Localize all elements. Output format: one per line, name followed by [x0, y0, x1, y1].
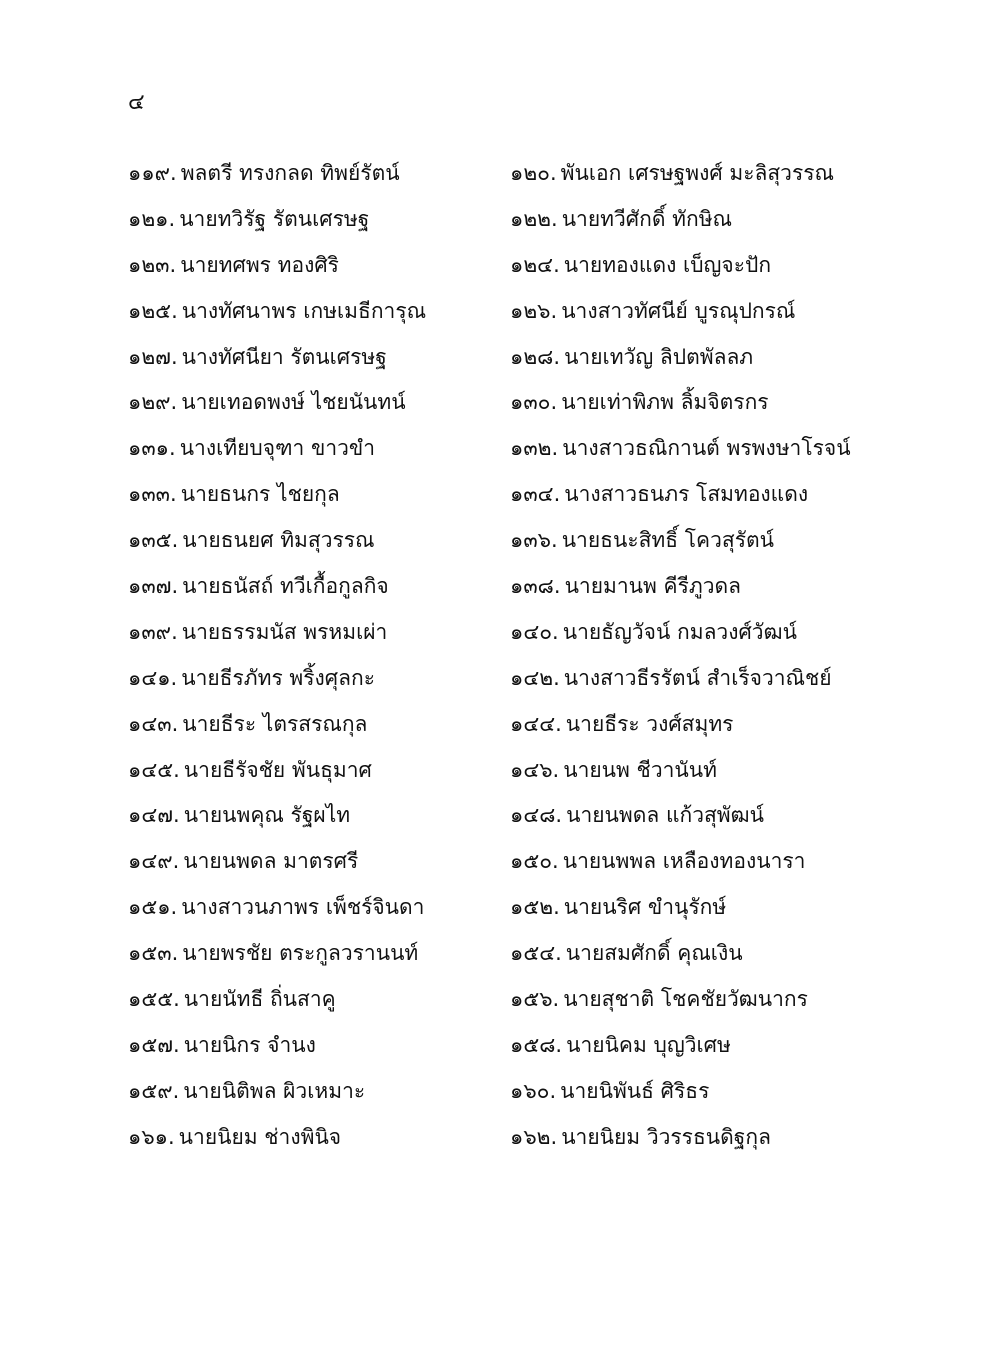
- entry-name: นายเทอดพงษ์ ไชยนันทน์: [181, 390, 406, 415]
- entry-number: ๑๒๔.: [510, 252, 560, 277]
- entry-name: นายนัทธี ถิ่นสาคู: [183, 987, 336, 1012]
- list-item: [128, 294, 510, 340]
- list-item: [510, 1120, 908, 1166]
- list-item: [510, 661, 908, 707]
- list-item: [510, 385, 908, 431]
- list-item: [510, 202, 908, 248]
- entry-name: นายธรรมนัส พรหมเผ่า: [181, 619, 388, 644]
- list-item: [510, 431, 908, 477]
- list-item: [128, 248, 510, 294]
- entry-name: นายธนยศ ทิมสุวรรณ: [182, 528, 375, 553]
- entry-name: นายนิคม บุญวิเศษ: [566, 1032, 731, 1057]
- list-item: [510, 156, 908, 202]
- entry-name: นางทัศนียา รัตนเศรษฐ: [181, 344, 387, 369]
- list-item: [510, 294, 908, 340]
- entry-number: ๑๕๓.: [128, 941, 179, 966]
- list-item: [128, 707, 510, 753]
- entry-number: ๑๒๐.: [510, 161, 557, 185]
- list-item: [510, 615, 908, 661]
- entry-number: ๑๔๘.: [510, 803, 563, 828]
- entry-number: ๑๖๑.: [128, 1124, 175, 1149]
- list-item: [128, 661, 510, 707]
- entry-name: นายเท่าพิภพ ลิ้มจิตรกร: [561, 390, 769, 415]
- list-item: [510, 982, 908, 1028]
- entry-number: ๑๒๓.: [128, 252, 177, 277]
- list-item: [128, 936, 510, 982]
- entry-name: นายเทวัญ ลิปตพัลลภ: [564, 344, 754, 369]
- list-item: [510, 753, 908, 799]
- entry-number: ๑๕๗.: [128, 1032, 180, 1057]
- entry-name: นายธัญวัจน์ กมลวงศ์วัฒน์: [562, 619, 797, 644]
- entry-name: นายนริศ ขำนุรักษ์: [563, 895, 727, 920]
- entry-name: นายธีระ ไตรสรณกุล: [182, 711, 368, 736]
- entry-number: ๑๖๒.: [510, 1124, 558, 1149]
- list-item: [128, 844, 510, 890]
- entry-number: ๑๔๒.: [510, 665, 560, 690]
- list-item: [510, 569, 908, 615]
- entry-number: ๑๒๑.: [128, 206, 176, 231]
- entry-number: ๑๒๘.: [510, 344, 561, 369]
- entry-number: ๑๓๒.: [510, 436, 559, 461]
- entry-number: ๑๕๑.: [128, 895, 178, 920]
- list-item: [510, 707, 908, 753]
- entry-number: ๑๑๙.: [128, 161, 177, 185]
- entry-number: ๑๓๖.: [510, 528, 558, 553]
- entry-number: ๑๒๖.: [510, 298, 558, 323]
- list-item: [510, 1028, 908, 1074]
- entry-number: ๑๔๑.: [128, 665, 178, 690]
- entry-name: นายทวิรัฐ รัตนเศรษฐ: [179, 206, 370, 231]
- entry-number: ๑๒๙.: [128, 390, 178, 415]
- entry-name: นายทวีศักดิ์ ทักษิณ: [561, 206, 733, 231]
- entry-name: นางสาวธณิกานต์ พรพงษาโรจน์: [562, 436, 851, 461]
- entry-name: นางเทียบจุฑา ขาวขำ: [179, 436, 376, 461]
- entry-name: นายธนกร ไชยกุล: [180, 482, 340, 507]
- list-item: [510, 1074, 908, 1120]
- entry-name: นายนิยม ช่างพินิจ: [178, 1124, 342, 1149]
- list-item: [128, 477, 510, 523]
- list-item: [128, 385, 510, 431]
- entry-number: ๑๓๘.: [510, 574, 561, 599]
- entry-name: นางสาวทัศนีย์ บูรณุปกรณ์: [561, 298, 796, 323]
- list-item: [510, 477, 908, 523]
- entry-number: ๑๓๐.: [510, 390, 558, 415]
- entry-name: นายนิยม วิวรรธนดิฐกุล: [561, 1124, 771, 1149]
- entry-number: ๑๒๒.: [510, 206, 558, 231]
- list-item: [510, 844, 908, 890]
- list-item: [510, 890, 908, 936]
- entry-name: นายนิติพล ผิวเหมาะ: [183, 1078, 366, 1103]
- list-item: [510, 523, 908, 569]
- entry-number: ๑๓๑.: [128, 436, 176, 461]
- entry-number: ๑๔๖.: [510, 757, 560, 782]
- list-item: [128, 202, 510, 248]
- list-item: [128, 523, 510, 569]
- list-item: [128, 615, 510, 661]
- entry-number: ๑๕๒.: [510, 895, 560, 920]
- list-item: [510, 248, 908, 294]
- entry-number: ๑๔๔.: [510, 711, 562, 736]
- entry-name: นางสาวธีรรัตน์ สำเร็จวาณิชย์: [563, 665, 832, 690]
- entry-number: ๑๕๙.: [128, 1078, 180, 1103]
- list-item: [128, 1028, 510, 1074]
- entry-name: นายนพคุณ รัฐผไท: [183, 803, 351, 828]
- entry-number: ๑๕๐.: [510, 849, 559, 874]
- entry-name: นางทัศนาพร เกษเมธีการุณ: [181, 298, 427, 323]
- list-item: [510, 798, 908, 844]
- entry-number: ๑๔๙.: [128, 849, 180, 874]
- entry-number: ๑๓๙.: [128, 619, 178, 644]
- name-list: [128, 156, 908, 1166]
- entry-name: นายธีรภัทร พริ้งศุลกะ: [181, 665, 375, 690]
- entry-name: พลตรี ทรงกลด ทิพย์รัตน์: [180, 161, 400, 185]
- entry-number: ๑๒๗.: [128, 344, 178, 369]
- list-item: [128, 798, 510, 844]
- entry-number: ๑๕๕.: [128, 987, 180, 1012]
- entry-name: นายนพดล มาตรศรี: [183, 849, 359, 874]
- list-item: [128, 982, 510, 1028]
- entry-number: ๑๕๔.: [510, 941, 562, 966]
- entry-name: นายนพพล เหลืองทองนารา: [562, 849, 806, 874]
- entry-number: ๑๒๕.: [128, 298, 178, 323]
- entry-name: นางสาวธนภร โสมทองแดง: [564, 482, 809, 507]
- entry-number: ๑๔๓.: [128, 711, 179, 736]
- list-item: [128, 156, 510, 202]
- entry-number: ๑๔๕.: [128, 757, 180, 782]
- entry-name: นายธนัสถ์ ทวีเกื้อกูลกิจ: [182, 574, 389, 599]
- entry-name: นายนิพันธ์ ศิริธร: [560, 1078, 710, 1103]
- entry-number: ๑๖๐.: [510, 1078, 557, 1103]
- entry-name: นายทองแดง เบ็ญจะปัก: [563, 252, 772, 277]
- entry-name: นายธีรัจชัย พันธุมาศ: [183, 757, 372, 782]
- entry-name: นายทศพร ทองศิริ: [180, 252, 339, 277]
- entry-name: นายมานพ คีรีภูวดล: [564, 574, 741, 599]
- list-item: [128, 753, 510, 799]
- list-item: [128, 1074, 510, 1120]
- entry-number: ๑๔๗.: [128, 803, 180, 828]
- entry-name: นางสาวนภาพร เพ็ชร์จินดา: [181, 895, 425, 920]
- entry-number: ๑๓๔.: [510, 482, 561, 507]
- entry-name: นายนิกร จำนง: [183, 1032, 316, 1057]
- list-item: [128, 340, 510, 386]
- page-number: ๔: [128, 90, 145, 115]
- entry-name: นายธนะสิทธิ์ โควสุรัตน์: [561, 528, 774, 553]
- list-item: [510, 340, 908, 386]
- entry-name: พันเอก เศรษฐพงศ์ มะลิสุวรรณ: [560, 161, 835, 185]
- list-item: [128, 890, 510, 936]
- entry-number: ๑๓๕.: [128, 528, 179, 553]
- entry-number: ๑๓๓.: [128, 482, 177, 507]
- list-item: [128, 569, 510, 615]
- list-item: [510, 936, 908, 982]
- entry-number: ๑๔๐.: [510, 619, 559, 644]
- entry-number: ๑๓๗.: [128, 574, 179, 599]
- list-item: [128, 431, 510, 477]
- entry-number: ๑๕๘.: [510, 1032, 563, 1057]
- entry-name: นายนพ ชีวานันท์: [563, 757, 717, 782]
- entry-name: นายนพดล แก้วสุพัฒน์: [566, 803, 764, 828]
- entry-number: ๑๕๖.: [510, 987, 560, 1012]
- entry-name: นายสุชาติ โชคชัยวัฒนากร: [563, 987, 808, 1012]
- entry-name: นายพรชัย ตระกูลวรานนท์: [182, 941, 419, 966]
- entry-name: นายสมศักดิ์ คุณเงิน: [565, 941, 743, 966]
- list-item: [128, 1120, 510, 1166]
- entry-name: นายธีระ วงศ์สมุทร: [565, 711, 734, 736]
